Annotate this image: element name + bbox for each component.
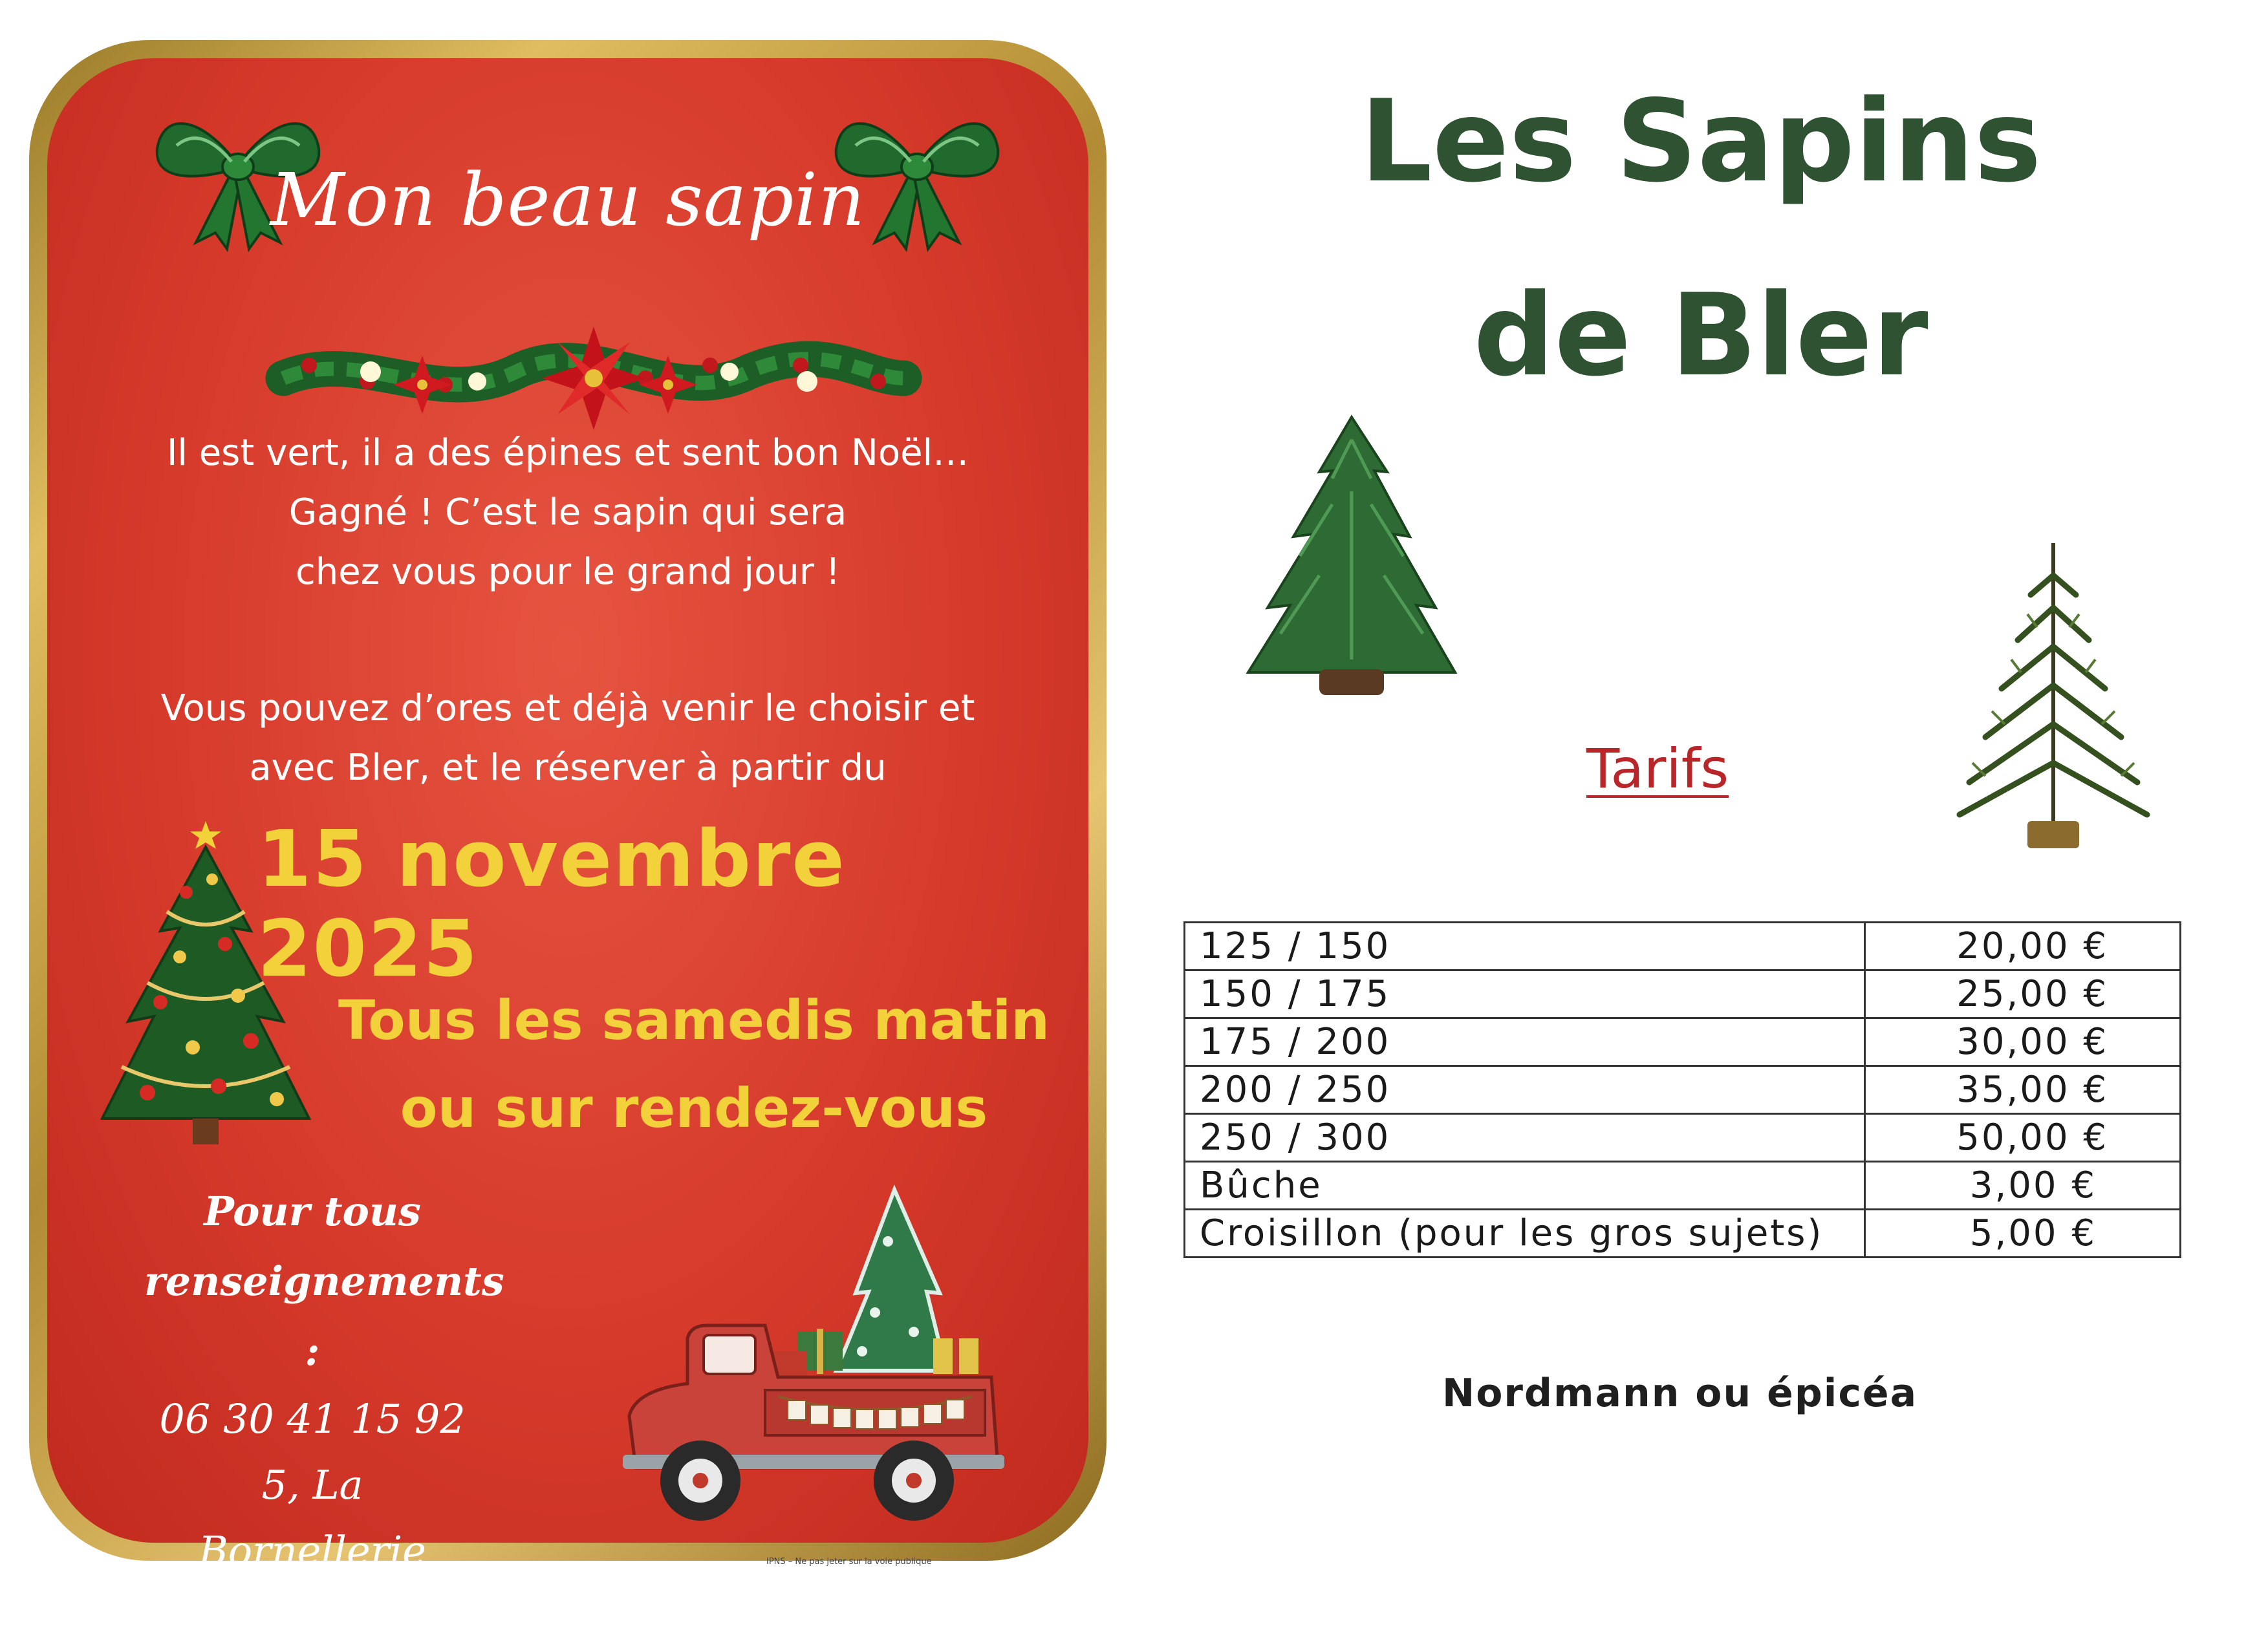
price-cell: 35,00 € (1865, 1066, 2181, 1114)
table-row (1185, 923, 2181, 970)
flyer-title: Mon beau sapin (270, 158, 866, 242)
table-row (1185, 1114, 2181, 1162)
size-cell: 125 / 150 (1185, 923, 1865, 970)
size-cell: 175 / 200 (1185, 1018, 1865, 1066)
intro-line: chez vous pour le grand jour ! (295, 551, 841, 593)
contact-label: renseignements : (144, 1258, 504, 1375)
opening-hours (325, 976, 1063, 1152)
footnote: IPNS – Ne pas jeter sur la voie publique (766, 1557, 932, 1567)
red-truck-with-tree-icon (610, 1183, 1024, 1545)
nordmann-fir-icon (1242, 414, 1462, 702)
tarifs-heading: Tarifs (1586, 737, 1729, 800)
page-title: de Bler (1473, 270, 1928, 402)
contact-block (144, 1177, 504, 1650)
price-cell: 25,00 € (1865, 970, 2181, 1018)
table-row (1185, 1210, 2181, 1258)
reserve-line: Vous pouvez d’ores et déjà venir le choisir et (160, 687, 975, 729)
item-cell: Croisillon (pour les gros sujets) (1185, 1210, 1865, 1258)
price-cell: 20,00 € (1865, 923, 2181, 970)
price-table (1183, 921, 2181, 1258)
table-row (1185, 1066, 2181, 1114)
hours-line: ou sur rendez-vous (400, 1077, 988, 1140)
size-cell: 150 / 175 (1185, 970, 1865, 1018)
hours-line: Tous les samedis matin (338, 989, 1050, 1052)
price-cell: 3,00 € (1865, 1162, 2181, 1210)
address-line: 36600 Langé (179, 1593, 446, 1640)
page-title: Les Sapins (1360, 76, 2042, 208)
table-row (1185, 1162, 2181, 1210)
reserve-line: avec Bler, et le réserver à partir du (249, 747, 887, 789)
phone-number: 06 30 41 15 92 (159, 1395, 466, 1442)
intro-line: Il est vert, il a des épines et sent bon Noël… (166, 432, 969, 474)
size-cell: 200 / 250 (1185, 1066, 1865, 1114)
decorated-christmas-tree-icon (89, 808, 322, 1151)
spruce-tree-icon (1947, 537, 2160, 853)
intro-line: Gagné ! C’est le sapin qui sera (288, 491, 847, 533)
contact-label: Pour tous (204, 1188, 421, 1235)
reservation-date: 15 novembre 2025 (257, 815, 846, 994)
species-note: Nordmann ou épicéa (1442, 1371, 1918, 1416)
address-line: 5, La Bornellerie (199, 1461, 426, 1574)
table-row (1185, 970, 2181, 1018)
table-row (1185, 1018, 2181, 1066)
reserve-text (47, 679, 1088, 798)
size-cell: 250 / 300 (1185, 1114, 1865, 1162)
item-cell: Bûche (1185, 1162, 1865, 1210)
price-cell: 30,00 € (1865, 1018, 2181, 1066)
price-cell: 5,00 € (1865, 1210, 2181, 1258)
price-cell: 50,00 € (1865, 1114, 2181, 1162)
intro-text (47, 423, 1088, 602)
